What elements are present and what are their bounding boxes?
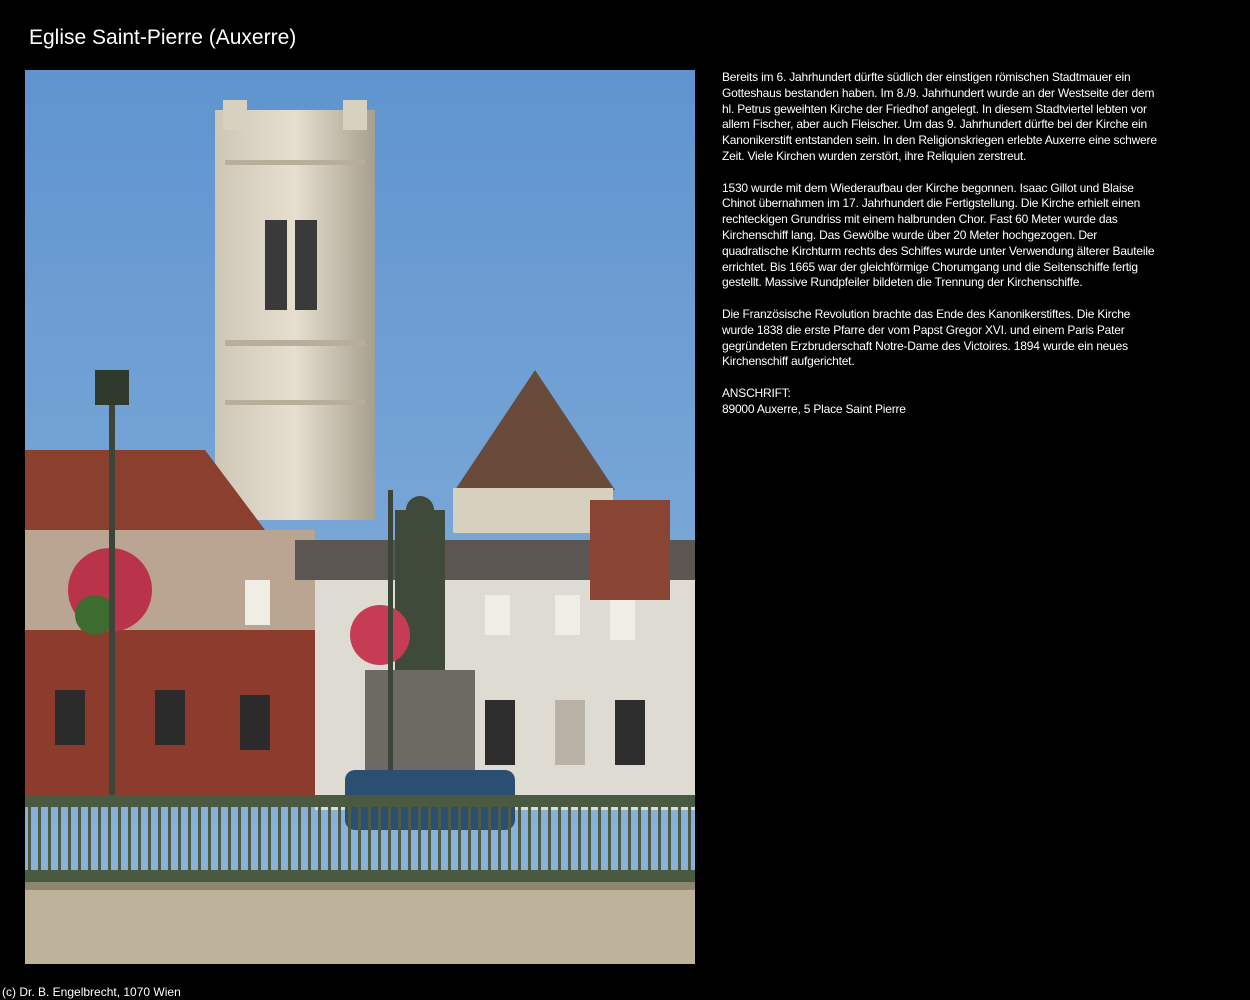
address-value: 89000 Auxerre, 5 Place Saint Pierre xyxy=(722,401,906,416)
address-label: ANSCHRIFT: xyxy=(722,385,791,400)
article-paragraph-history: Bereits im 6. Jahrhundert dürfte südlich der einstigen römischen Stadtmauer ein Gotteshaus bestanden haben. Im 8./9. Jahrhundert wurde an der Westseite der dem hl. Petrus geweihten Kirche der Friedhof angelegt. In diesem Stadtviertel lebten vor allem Fischer, aber auch Fleischer. Um das 9. Jahrhundert dürfte bei der Kirche ein Kanonikerstift entstanden sein. In den Religionskriegen erlebte Auxerre eine schwere Zeit. Viele Kirchen wurden zerstört, ihre Reliquien zerstreut. xyxy=(722,70,1157,163)
article-paragraph-revolution: Die Französische Revolution brachte das Ende des Kanonikerstiftes. Die Kirche wurde 1838 die erste Pfarre der vom Papst Gregor XVI. und einem Paris Pater gegründeten Erzbruderschaft Notre-Dame des Victoires. 1894 wurde ein neues Kirchenschiff aufgerichtet. xyxy=(722,306,1131,369)
copyright-footer: (c) Dr. B. Engelbrecht, 1070 Wien xyxy=(2,985,181,999)
page-title: Eglise Saint-Pierre (Auxerre) xyxy=(29,26,297,49)
church-tower xyxy=(215,100,375,520)
address-block xyxy=(722,386,1157,418)
article-text xyxy=(722,70,1157,418)
article-paragraph-reconstruction: 1530 wurde mit dem Wiederaufbau der Kirche begonnen. Isaac Gillot und Blaise Chinot übernahmen im 17. Jahrhundert die Fertigstellung. Die Kirche erhielt einen rechteckigen Grundriss mit einem halbrunden Chor. Fast 60 Meter wurde das Kirchenschiff lang. Das Gewölbe wurde über 20 Meter hochgezogen. Der quadratische Kirchturm rechts des Schiffes wurde unter Verwendung älterer Bauteile errichtet. Bis 1665 war der gleichförmige Chorumgang und die Seitenschiffe fertig gestellt. Massive Rundpfeiler bildeten die Trennung der Kirchenschiffe. xyxy=(722,180,1155,290)
church-photo[interactable] xyxy=(25,70,695,964)
